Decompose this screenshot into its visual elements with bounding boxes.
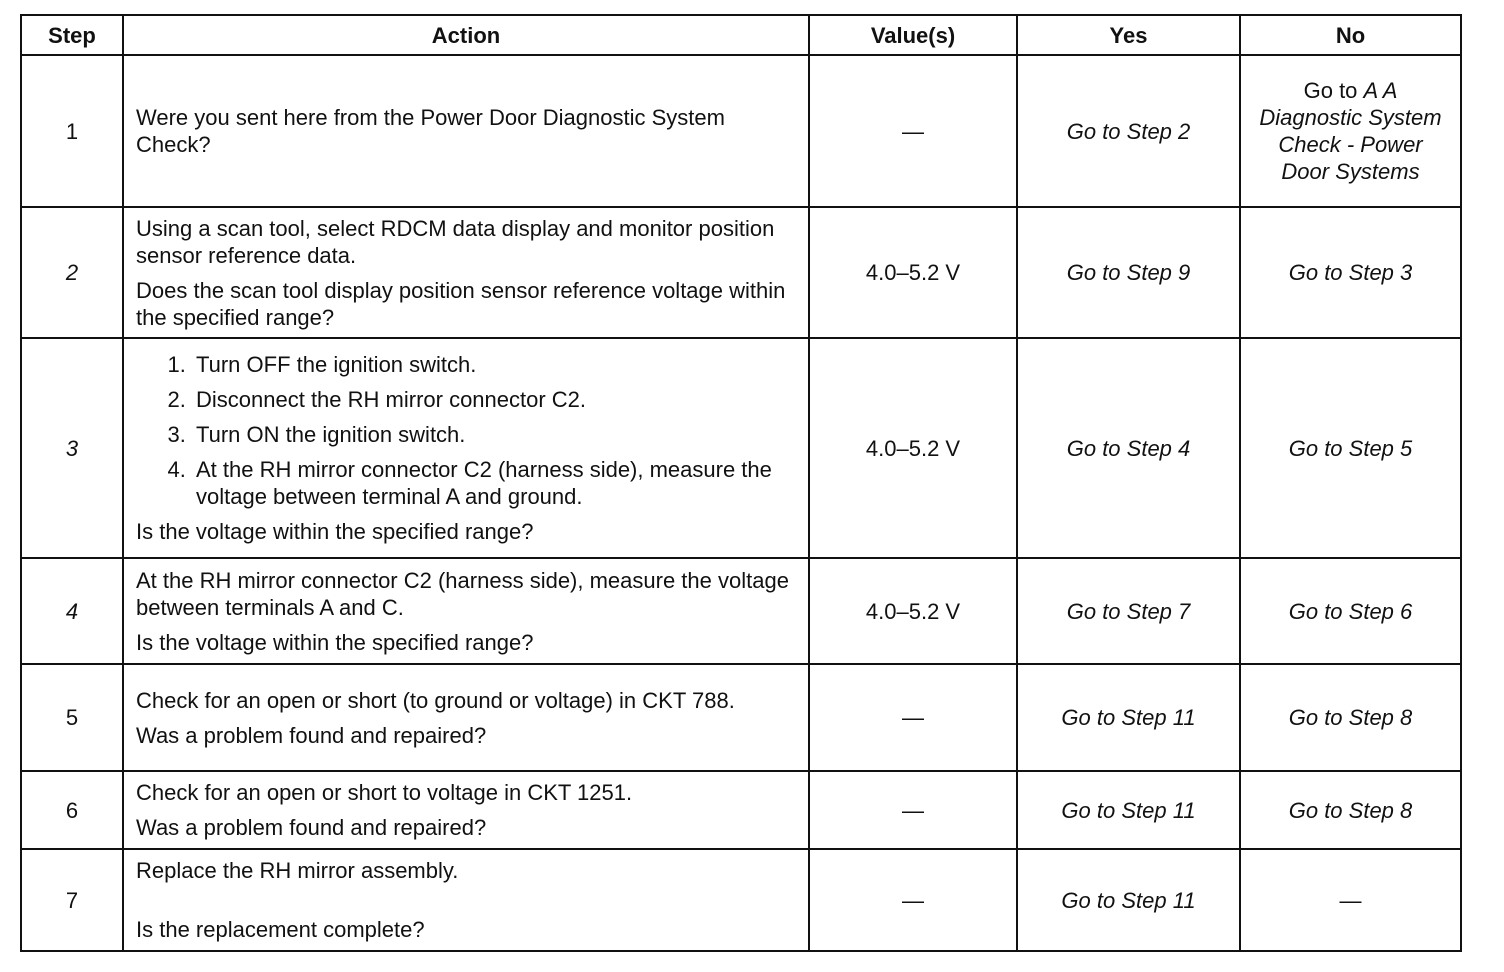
action-text: Check for an open or short (to ground or voltage) in CKT 788. bbox=[136, 687, 735, 713]
no-cell: Go to Step 8 bbox=[1240, 771, 1461, 849]
step-number: 5 bbox=[21, 664, 123, 771]
list-item: 3. Turn ON the ignition switch. bbox=[192, 421, 796, 448]
table-row-step-2 bbox=[21, 207, 1461, 338]
action-text: Were you sent here from the Power Door Diagnostic System Check? bbox=[136, 105, 725, 157]
table-row-step-6 bbox=[21, 771, 1461, 849]
action-cell bbox=[123, 664, 809, 771]
yes-cell: Go to Step 11 bbox=[1017, 849, 1240, 951]
no-prefix: Go to bbox=[1303, 78, 1358, 103]
header-action: Action bbox=[123, 15, 809, 55]
table-row-step-4 bbox=[21, 558, 1461, 664]
no-cell: — bbox=[1240, 849, 1461, 951]
no-cell: Go to Step 6 bbox=[1240, 558, 1461, 664]
step-number: 4 bbox=[21, 558, 123, 664]
header-row bbox=[21, 15, 1461, 55]
action-cell bbox=[123, 207, 809, 338]
yes-cell: Go to Step 11 bbox=[1017, 771, 1240, 849]
action-text: At the RH mirror connector C2 (harness side), measure the voltage between terminals A and C. bbox=[136, 567, 789, 620]
list-item: 2. Disconnect the RH mirror connector C2. bbox=[192, 386, 796, 413]
yes-cell: Go to Step 7 bbox=[1017, 558, 1240, 664]
no-cell: Go to Step 8 bbox=[1240, 664, 1461, 771]
value-cell: 4.0–5.2 V bbox=[809, 207, 1017, 338]
action-question: Was a problem found and repaired? bbox=[136, 815, 487, 840]
yes-cell: Go to Step 2 bbox=[1017, 55, 1240, 207]
yes-cell: Go to Step 4 bbox=[1017, 338, 1240, 558]
action-question: Is the voltage within the specified range? bbox=[136, 629, 534, 655]
action-cell bbox=[123, 55, 809, 207]
table-row-step-5 bbox=[21, 664, 1461, 771]
step-number: 2 bbox=[21, 207, 123, 338]
value-cell: 4.0–5.2 V bbox=[809, 558, 1017, 664]
list-item: 4. At the RH mirror connector C2 (harness side), measure the voltage between terminal A and ground. bbox=[192, 456, 796, 510]
action-question: Does the scan tool display position sensor reference voltage within the specified range? bbox=[136, 277, 786, 330]
header-no: No bbox=[1240, 15, 1461, 55]
step-number: 6 bbox=[21, 771, 123, 849]
action-question: Was a problem found and repaired? bbox=[136, 722, 487, 748]
diagnostic-table bbox=[20, 14, 1462, 952]
action-list bbox=[136, 351, 796, 510]
yes-cell: Go to Step 9 bbox=[1017, 207, 1240, 338]
yes-cell: Go to Step 11 bbox=[1017, 664, 1240, 771]
action-text: Using a scan tool, select RDCM data display and monitor position sensor reference data. bbox=[136, 215, 775, 268]
action-question: Is the voltage within the specified range? bbox=[136, 519, 534, 544]
action-cell bbox=[123, 558, 809, 664]
table-row-step-7 bbox=[21, 849, 1461, 951]
table-row-step-1 bbox=[21, 55, 1461, 207]
header-values: Value(s) bbox=[809, 15, 1017, 55]
value-cell: 4.0–5.2 V bbox=[809, 338, 1017, 558]
step-number: 1 bbox=[21, 55, 123, 207]
action-cell bbox=[123, 771, 809, 849]
action-question: Is the replacement complete? bbox=[136, 917, 425, 942]
value-cell: — bbox=[809, 771, 1017, 849]
action-text: Replace the RH mirror assembly. bbox=[136, 858, 459, 883]
action-text: Check for an open or short to voltage in CKT 1251. bbox=[136, 780, 633, 805]
value-cell: — bbox=[809, 664, 1017, 771]
no-cell bbox=[1240, 55, 1461, 207]
action-cell bbox=[123, 849, 809, 951]
step-number: 3 bbox=[21, 338, 123, 558]
no-cell: Go to Step 5 bbox=[1240, 338, 1461, 558]
step-number: 7 bbox=[21, 849, 123, 951]
no-link-text: A A Diagnostic System Check - Power Door Systems bbox=[1259, 78, 1442, 184]
no-cell: Go to Step 3 bbox=[1240, 207, 1461, 338]
list-item: 1. Turn OFF the ignition switch. bbox=[192, 351, 796, 378]
value-cell: — bbox=[809, 849, 1017, 951]
value-cell: — bbox=[809, 55, 1017, 207]
header-step: Step bbox=[21, 15, 123, 55]
action-cell bbox=[123, 338, 809, 558]
table-row-step-3 bbox=[21, 338, 1461, 558]
header-yes: Yes bbox=[1017, 15, 1240, 55]
